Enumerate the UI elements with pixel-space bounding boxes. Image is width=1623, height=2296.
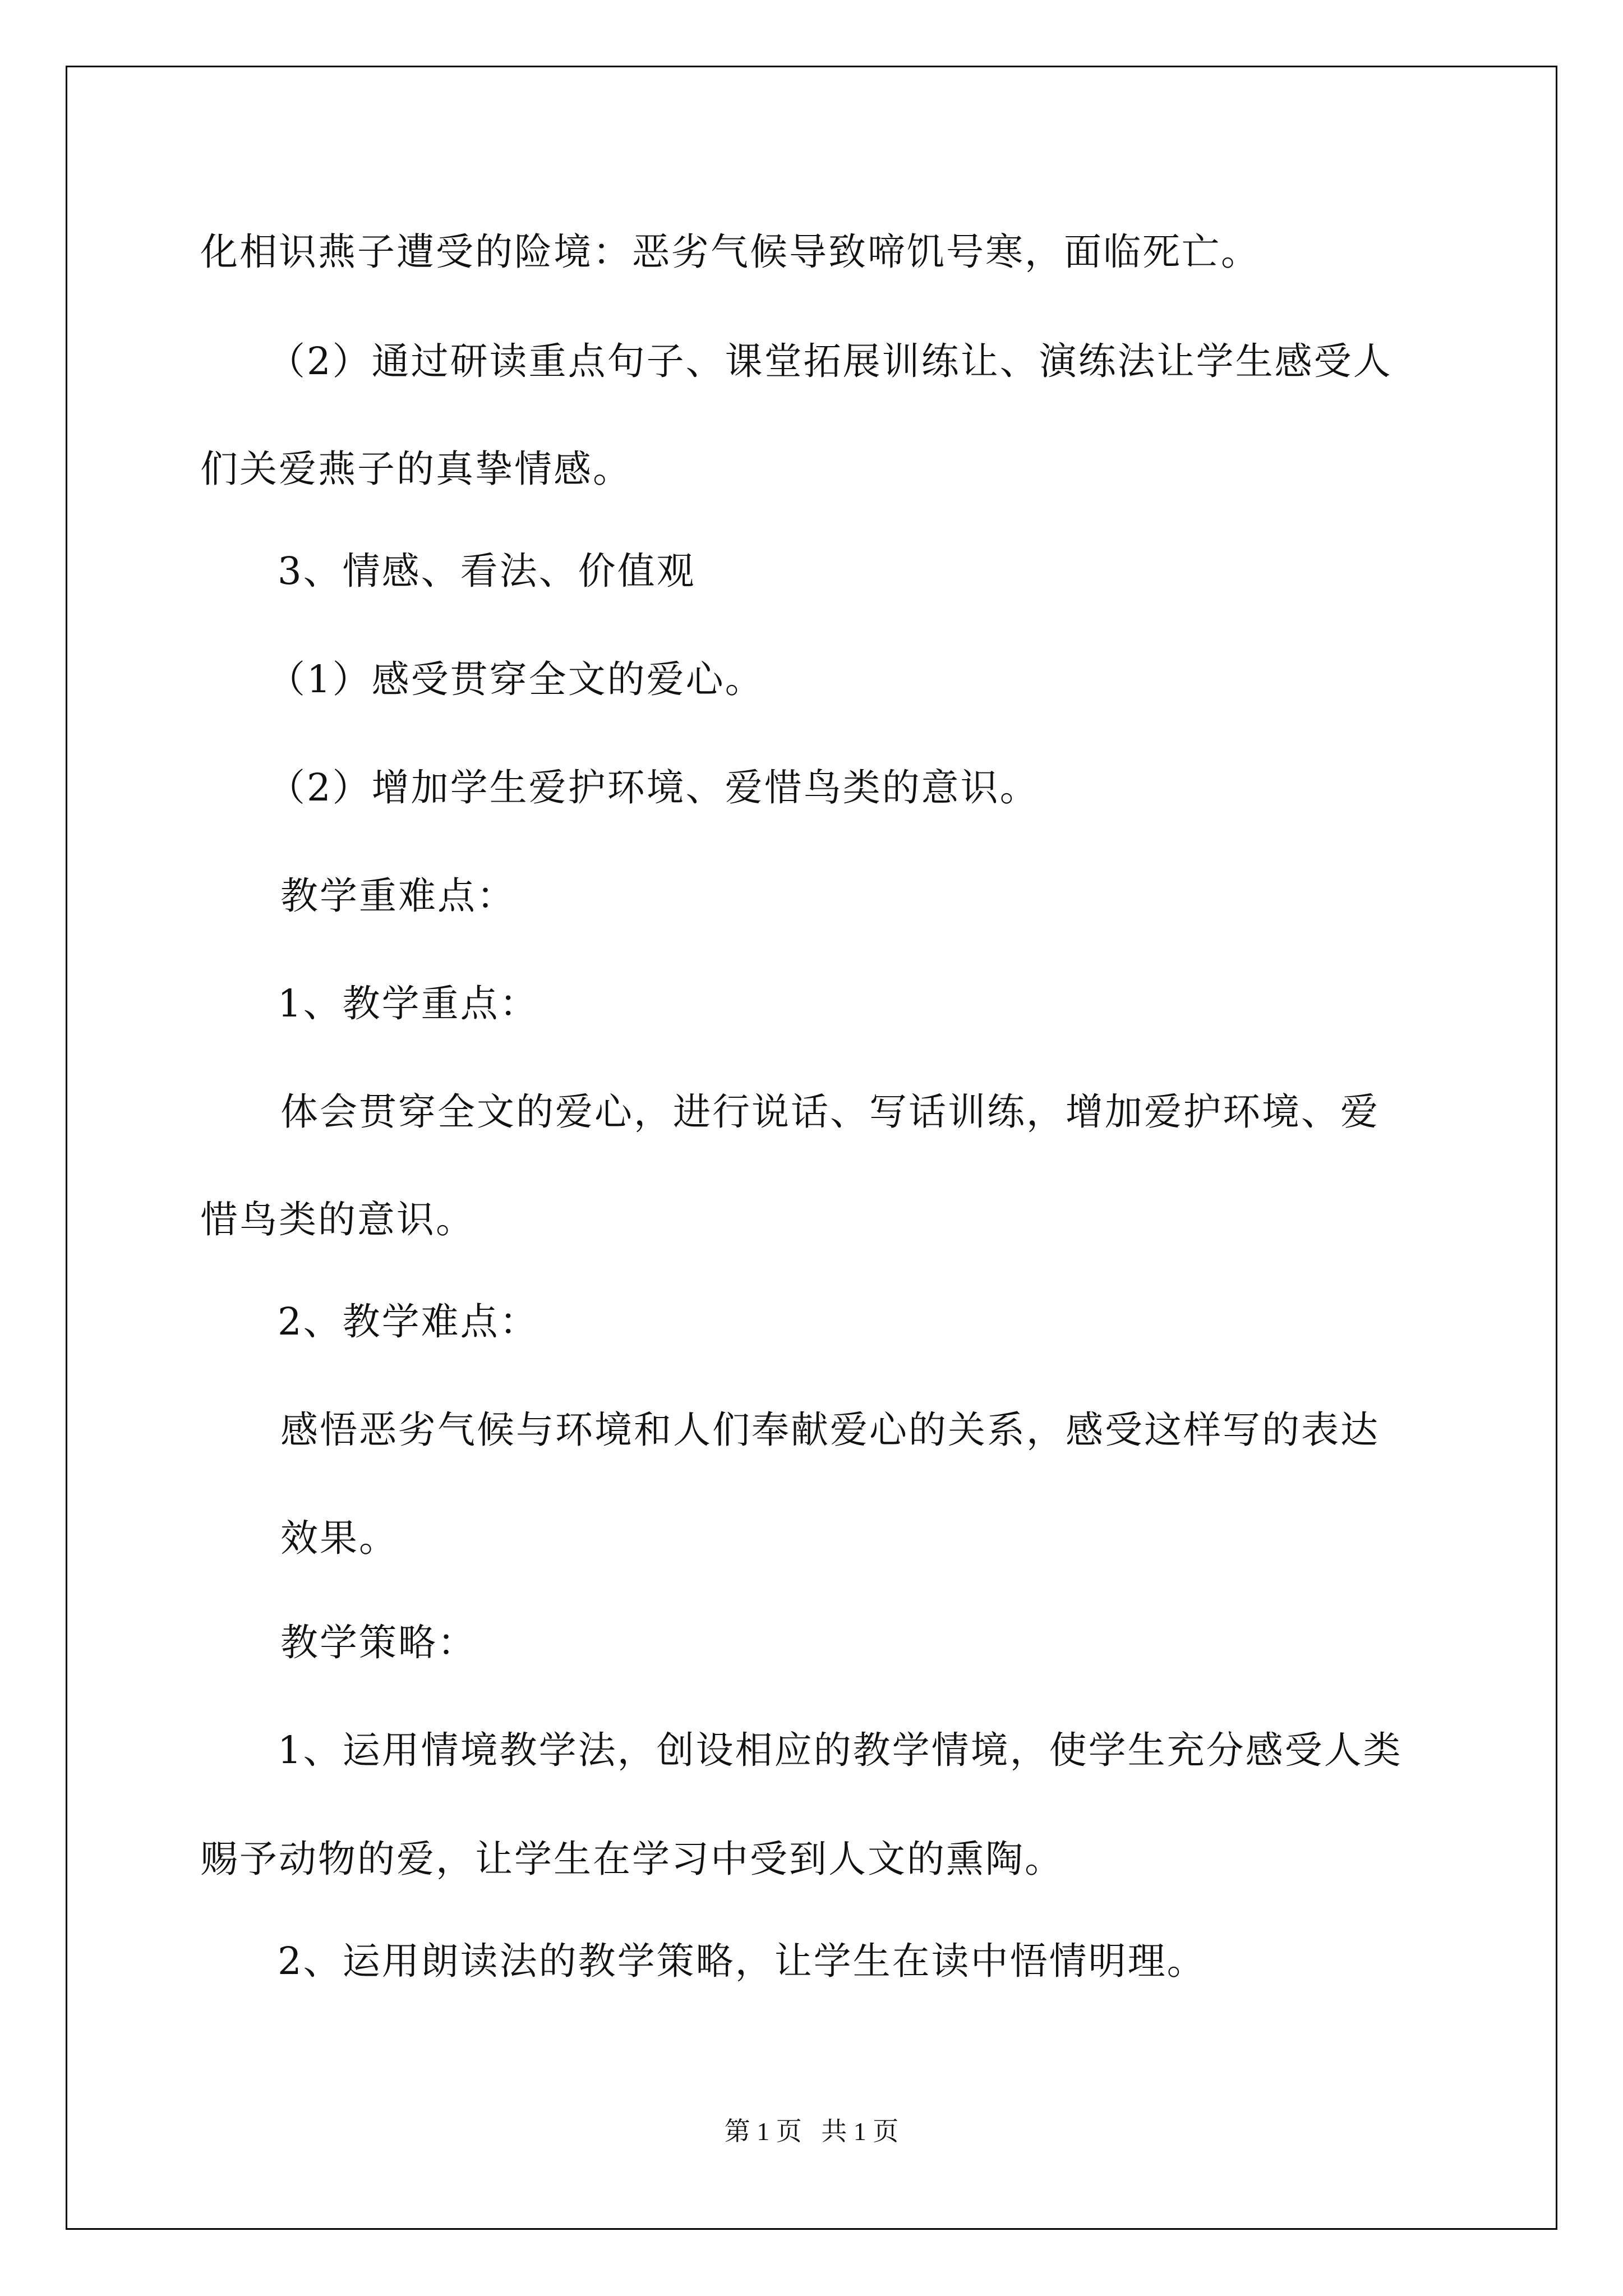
text-line-6: （2）增加学生爱护环境、爱惜鸟类的意识。 xyxy=(268,766,1039,809)
text-line-8: 1、教学重点： xyxy=(278,982,539,1025)
page-border xyxy=(66,66,1557,2230)
text-line-2: （2）通过研读重点句子、课堂拓展训练让、演练法让学生感受人 xyxy=(268,339,1393,383)
text-line-13: 效果。 xyxy=(280,1516,398,1560)
text-line-4: 3、情感、看法、价值观 xyxy=(278,549,696,593)
text-line-17: 2、运用朗读法的教学策略，让学生在读中悟情明理。 xyxy=(278,1939,1206,1983)
text-line-3: 们关爱燕子的真挚情感。 xyxy=(200,447,632,491)
text-line-12: 感悟恶劣气候与环境和人们奉献爱心的关系，感受这样写的表达 xyxy=(280,1408,1380,1452)
text-line-15: 1、运用情境教学法，创设相应的教学情境，使学生充分感受人类 xyxy=(278,1728,1403,1772)
text-line-9: 体会贯穿全文的爱心，进行说话、写话训练，增加爱护环境、爱 xyxy=(280,1090,1380,1134)
page-footer: 第 1 页 共 1 页 xyxy=(724,2117,899,2146)
text-line-16: 赐予动物的爱，让学生在学习中受到人文的熏陶。 xyxy=(200,1837,1064,1881)
text-line-1: 化相识燕子遭受的险境：恶劣气候导致啼饥号寒，面临死亡。 xyxy=(200,230,1260,274)
text-line-14: 教学策略： xyxy=(280,1621,477,1664)
text-line-7: 教学重难点： xyxy=(280,874,516,918)
text-line-11: 2、教学难点： xyxy=(278,1300,539,1343)
text-line-5: （1）感受贯穿全文的爱心。 xyxy=(268,657,764,701)
text-line-10: 惜鸟类的意识。 xyxy=(200,1198,475,1241)
